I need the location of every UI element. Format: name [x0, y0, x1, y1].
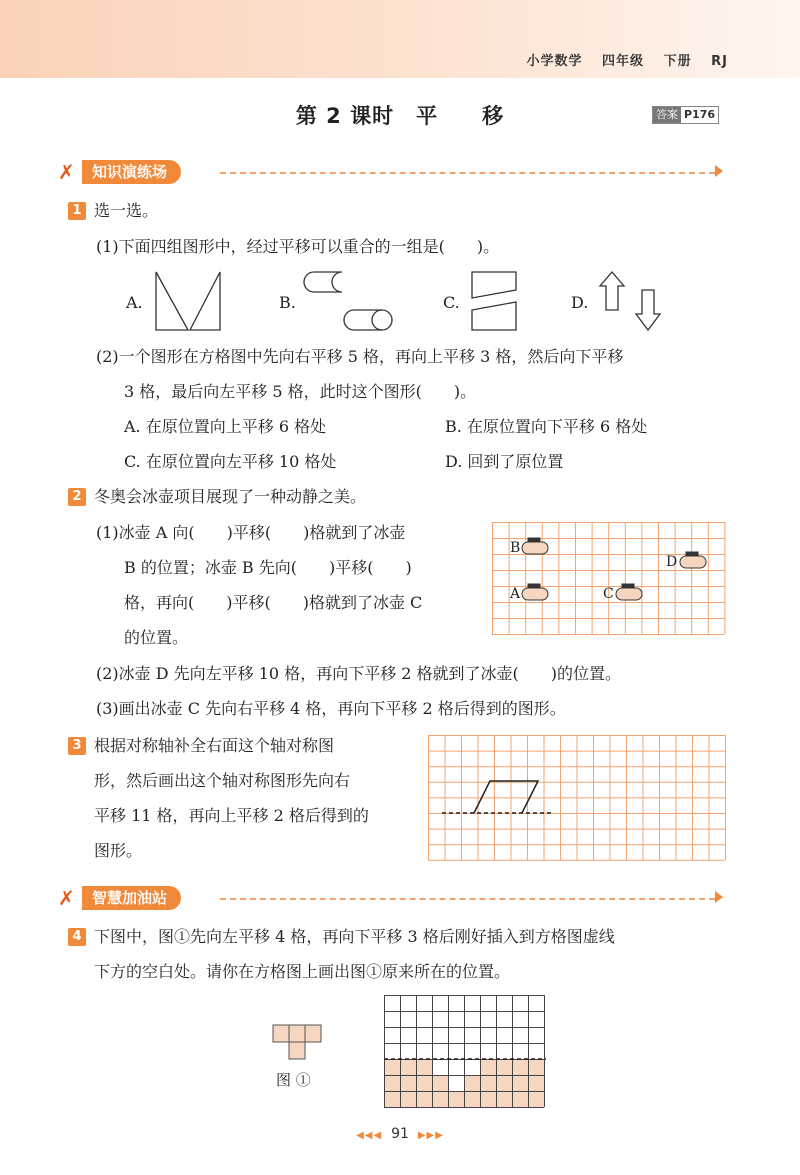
arrow-right-icon	[715, 891, 723, 903]
symmetry-grid	[428, 735, 726, 861]
filled-cell	[480, 1059, 496, 1075]
option-d-arrows	[598, 268, 664, 334]
q2-line2: B 的位置；冰壶 B 先向( )平移( )	[124, 558, 412, 577]
filled-cell	[480, 1075, 496, 1091]
grade: 四年级	[602, 54, 645, 69]
filled-cell	[432, 1091, 448, 1107]
filled-cell	[384, 1075, 400, 1091]
stone-c-label: C	[603, 586, 614, 602]
filled-cell	[464, 1091, 480, 1107]
figure-1-shape	[272, 1024, 326, 1062]
q4-line2: 下方的空白处。请你在方格图上画出图①原来所在的位置。	[94, 962, 511, 981]
q2-line3: 格，再向( )平移( )格就到了冰壶 C	[124, 593, 423, 612]
q3-line2: 形，然后画出这个轴对称图形先向右	[94, 771, 351, 790]
q2-line1: (1)冰壶 A 向( )平移( )格就到了冰壶	[96, 523, 406, 542]
filled-cell	[384, 1091, 400, 1107]
insertion-grid	[384, 995, 546, 1109]
option-d-label: D.	[571, 293, 589, 312]
filled-cell	[448, 1091, 464, 1107]
q2-stem: 冬奥会冰壶项目展现了一种动静之美。	[94, 487, 367, 506]
filled-cell	[512, 1075, 528, 1091]
q1-stem: 选一选。	[94, 201, 159, 220]
page-number: 91	[391, 1126, 409, 1142]
q1-option-c: C. 在原位置向左平移 10 格处	[124, 452, 337, 471]
filled-cell	[528, 1091, 544, 1107]
option-a-triangles	[150, 268, 225, 334]
q3-line1: 根据对称轴补全右面这个轴对称图	[94, 736, 335, 755]
q1-option-a: A. 在原位置向上平移 6 格处	[124, 417, 327, 436]
q1-sub2-line2: 3 格，最后向左平移 5 格，此时这个图形( )。	[124, 382, 477, 401]
q3-line3: 平移 11 格，再向上平移 2 格后得到的	[94, 806, 369, 825]
volume: 下册	[663, 54, 692, 69]
filled-cell	[400, 1059, 416, 1075]
filled-cell	[416, 1075, 432, 1091]
q2-line5: (2)冰壶 D 先向左平移 10 格，再向下平移 2 格就到了冰壶( )的位置。	[96, 664, 622, 683]
q4-line1: 下图中，图①先向左平移 4 格，再向下平移 3 格后刚好插入到方格图虚线	[94, 927, 615, 946]
filled-cell	[384, 1059, 400, 1075]
filled-cell	[512, 1059, 528, 1075]
prev-arrows-icon: ◀◀◀	[356, 1130, 383, 1141]
edition: RJ	[711, 54, 728, 69]
curling-grid	[492, 522, 726, 636]
lesson-title: 第 2 课时 平 移	[295, 104, 505, 128]
section-practice-label: 知识演练场	[82, 160, 181, 184]
question-number: 1	[68, 202, 86, 220]
subject: 小学数学	[526, 54, 583, 69]
filled-cell	[416, 1059, 432, 1075]
filled-cell	[528, 1059, 544, 1075]
stone-a-label: A	[510, 586, 521, 602]
q1-option-d: D. 回到了原位置	[445, 452, 564, 471]
option-b-label: B.	[279, 293, 296, 312]
option-b-shapes	[300, 268, 395, 336]
next-arrows-icon: ▶▶▶	[417, 1130, 444, 1141]
q2-line4: 的位置。	[124, 628, 189, 647]
question-number: 3	[68, 737, 86, 755]
q1-option-b: B. 在原位置向下平移 6 格处	[445, 417, 648, 436]
filled-cell	[496, 1091, 512, 1107]
option-c-label: C.	[443, 293, 460, 312]
filled-cell	[496, 1075, 512, 1091]
q1-sub2-line1: (2)一个图形在方格图中先向右平移 5 格，再向上平移 3 格，然后向下平移	[96, 347, 624, 366]
section-divider	[220, 172, 715, 174]
answer-label: 答案	[653, 107, 681, 123]
section-challenge-banner	[60, 886, 730, 912]
stone-b-label: B	[510, 540, 521, 556]
option-c-shape	[468, 268, 522, 336]
filled-cell	[432, 1075, 448, 1091]
filled-cell	[400, 1091, 416, 1107]
stone-d-label: D	[666, 554, 678, 570]
section-icon: ✗	[58, 886, 75, 910]
q3-line4: 图形。	[94, 841, 143, 860]
filled-cell	[528, 1075, 544, 1091]
question-number: 4	[68, 928, 86, 946]
section-challenge-label: 智慧加油站	[82, 886, 181, 910]
filled-cell	[464, 1075, 480, 1091]
section-icon: ✗	[58, 160, 75, 184]
filled-cell	[480, 1091, 496, 1107]
arrow-right-icon	[715, 165, 723, 177]
page-footer	[0, 1126, 800, 1142]
figure-1-label: 图 ①	[276, 1071, 311, 1089]
filled-cell	[416, 1091, 432, 1107]
answer-tag	[652, 106, 719, 124]
q2-line6: (3)画出冰壶 C 先向右平移 4 格，再向下平移 2 格后得到的图形。	[96, 699, 566, 718]
book-info	[513, 50, 729, 69]
section-divider	[220, 898, 715, 900]
filled-cell	[512, 1091, 528, 1107]
answer-page: P176	[684, 108, 716, 121]
filled-cell	[496, 1059, 512, 1075]
question-number: 2	[68, 488, 86, 506]
filled-cell	[400, 1075, 416, 1091]
section-practice-banner	[60, 160, 730, 186]
option-a-label: A.	[126, 293, 143, 312]
q1-sub1: (1)下面四组图形中，经过平移可以重合的一组是( )。	[96, 237, 500, 256]
